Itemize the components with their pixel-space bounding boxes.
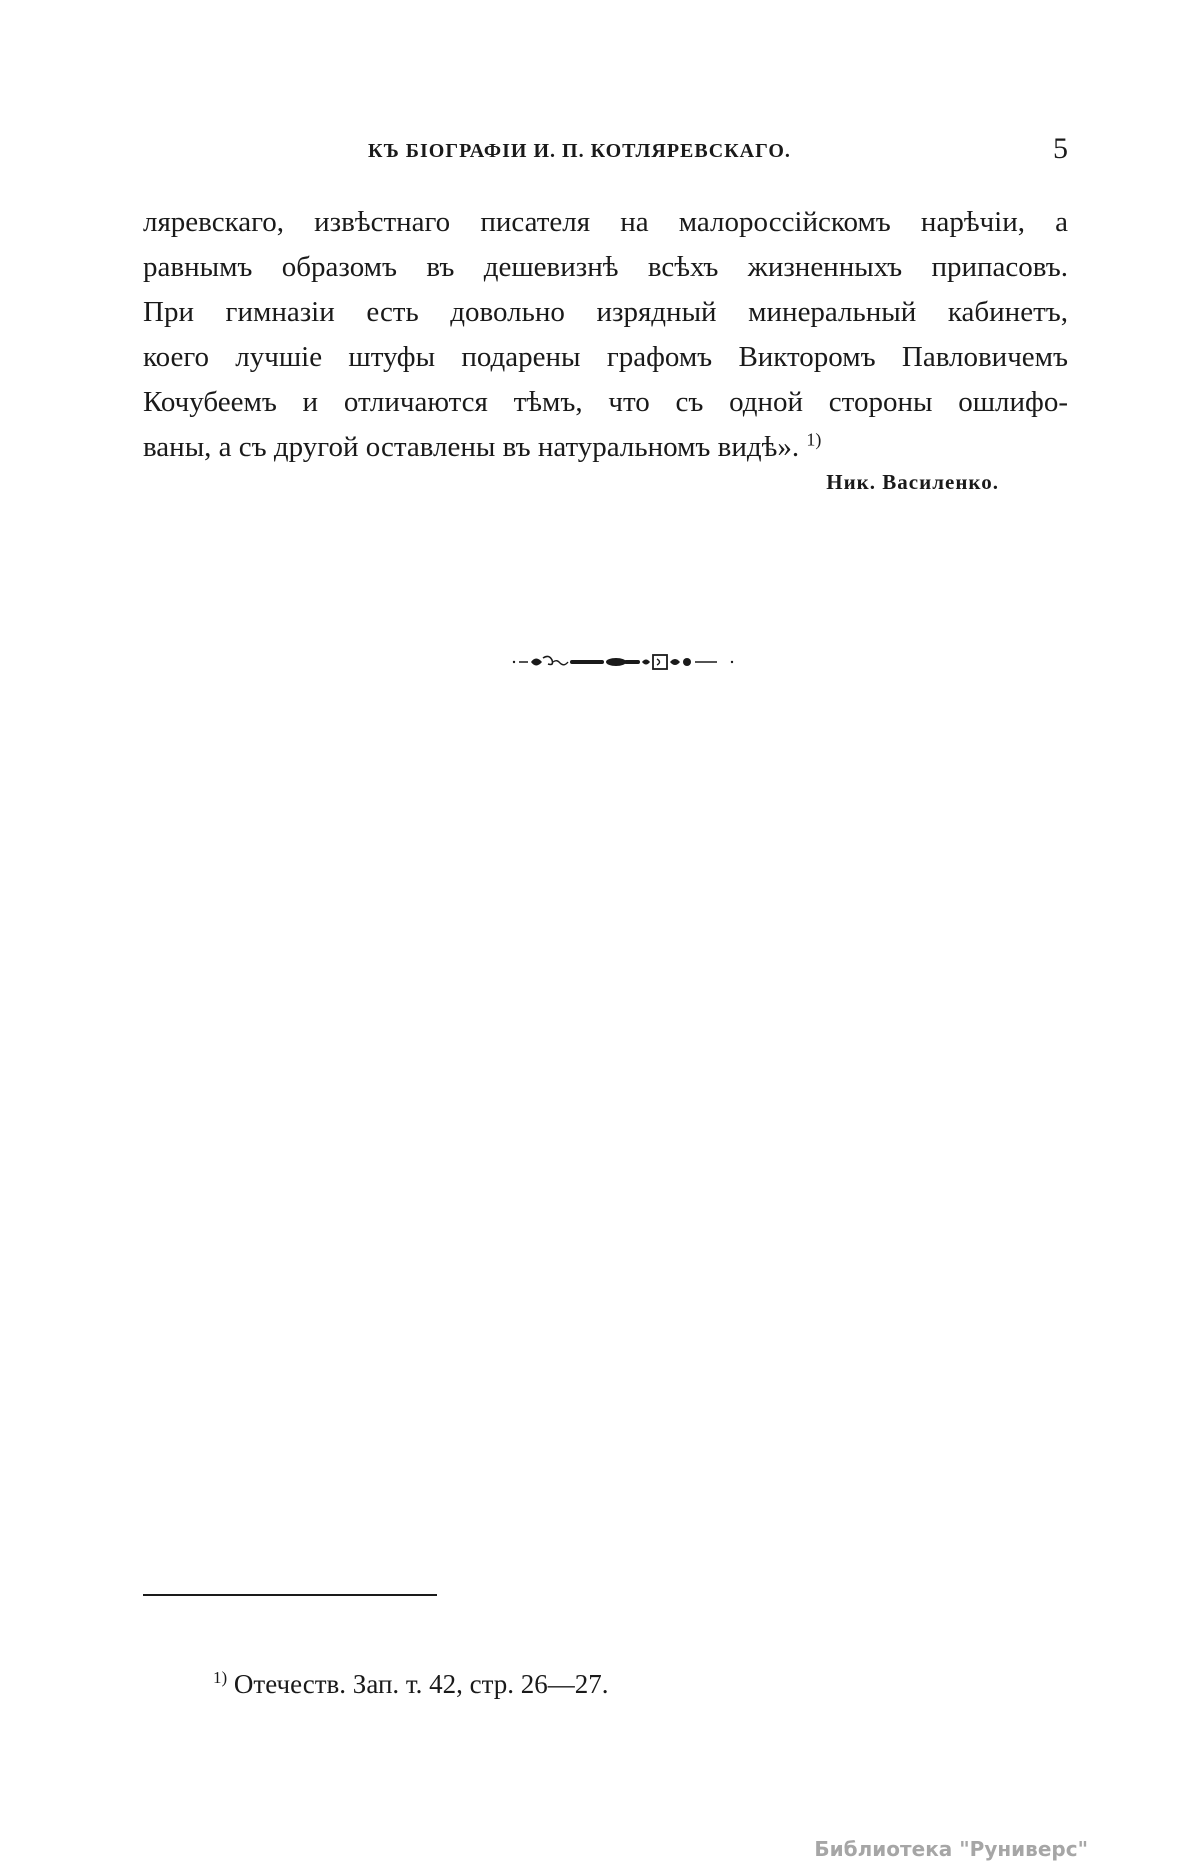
author-signature: Ник. Василенко. — [826, 470, 999, 494]
text-line-content: ваны, а съ другой оставлены въ натуральномъ видѣ». — [143, 431, 800, 463]
footnote-marker: 1) — [213, 1668, 228, 1687]
text-line: ляревскаго, извѣстнаго писателя на малороссійскомъ нарѣчіи, а — [143, 206, 1068, 238]
library-watermark: Библиотека "Руниверс" — [814, 1837, 1088, 1861]
running-header — [143, 132, 1068, 170]
running-title: КЪ БІОГРАФІИ И. П. КОТЛЯРЕВСКАГО. — [368, 140, 791, 162]
text-line: равнымъ образомъ въ дешевизнѣ всѣхъ жизненныхъ припасовъ. — [143, 251, 1068, 283]
text-line: коего лучшіе штуфы подарены графомъ Викторомъ Павловичемъ — [143, 341, 1068, 373]
footnote-divider — [143, 1594, 437, 1596]
text-line-last — [143, 425, 1068, 470]
footnote — [213, 1669, 609, 1700]
footnote-reference: 1) — [806, 429, 822, 450]
text-line: Кочубеемъ и отличаются тѣмъ, что съ одной стороны ошлифо- — [143, 386, 1068, 418]
ornamental-divider-icon — [512, 652, 736, 672]
body-text — [143, 200, 1068, 470]
text-line: При гимназіи есть довольно изрядный минеральный кабинетъ, — [143, 296, 1068, 328]
footnote-text: Отечеств. Зап. т. 42, стр. 26—27. — [233, 1669, 609, 1699]
page-number: 5 — [1053, 132, 1068, 165]
